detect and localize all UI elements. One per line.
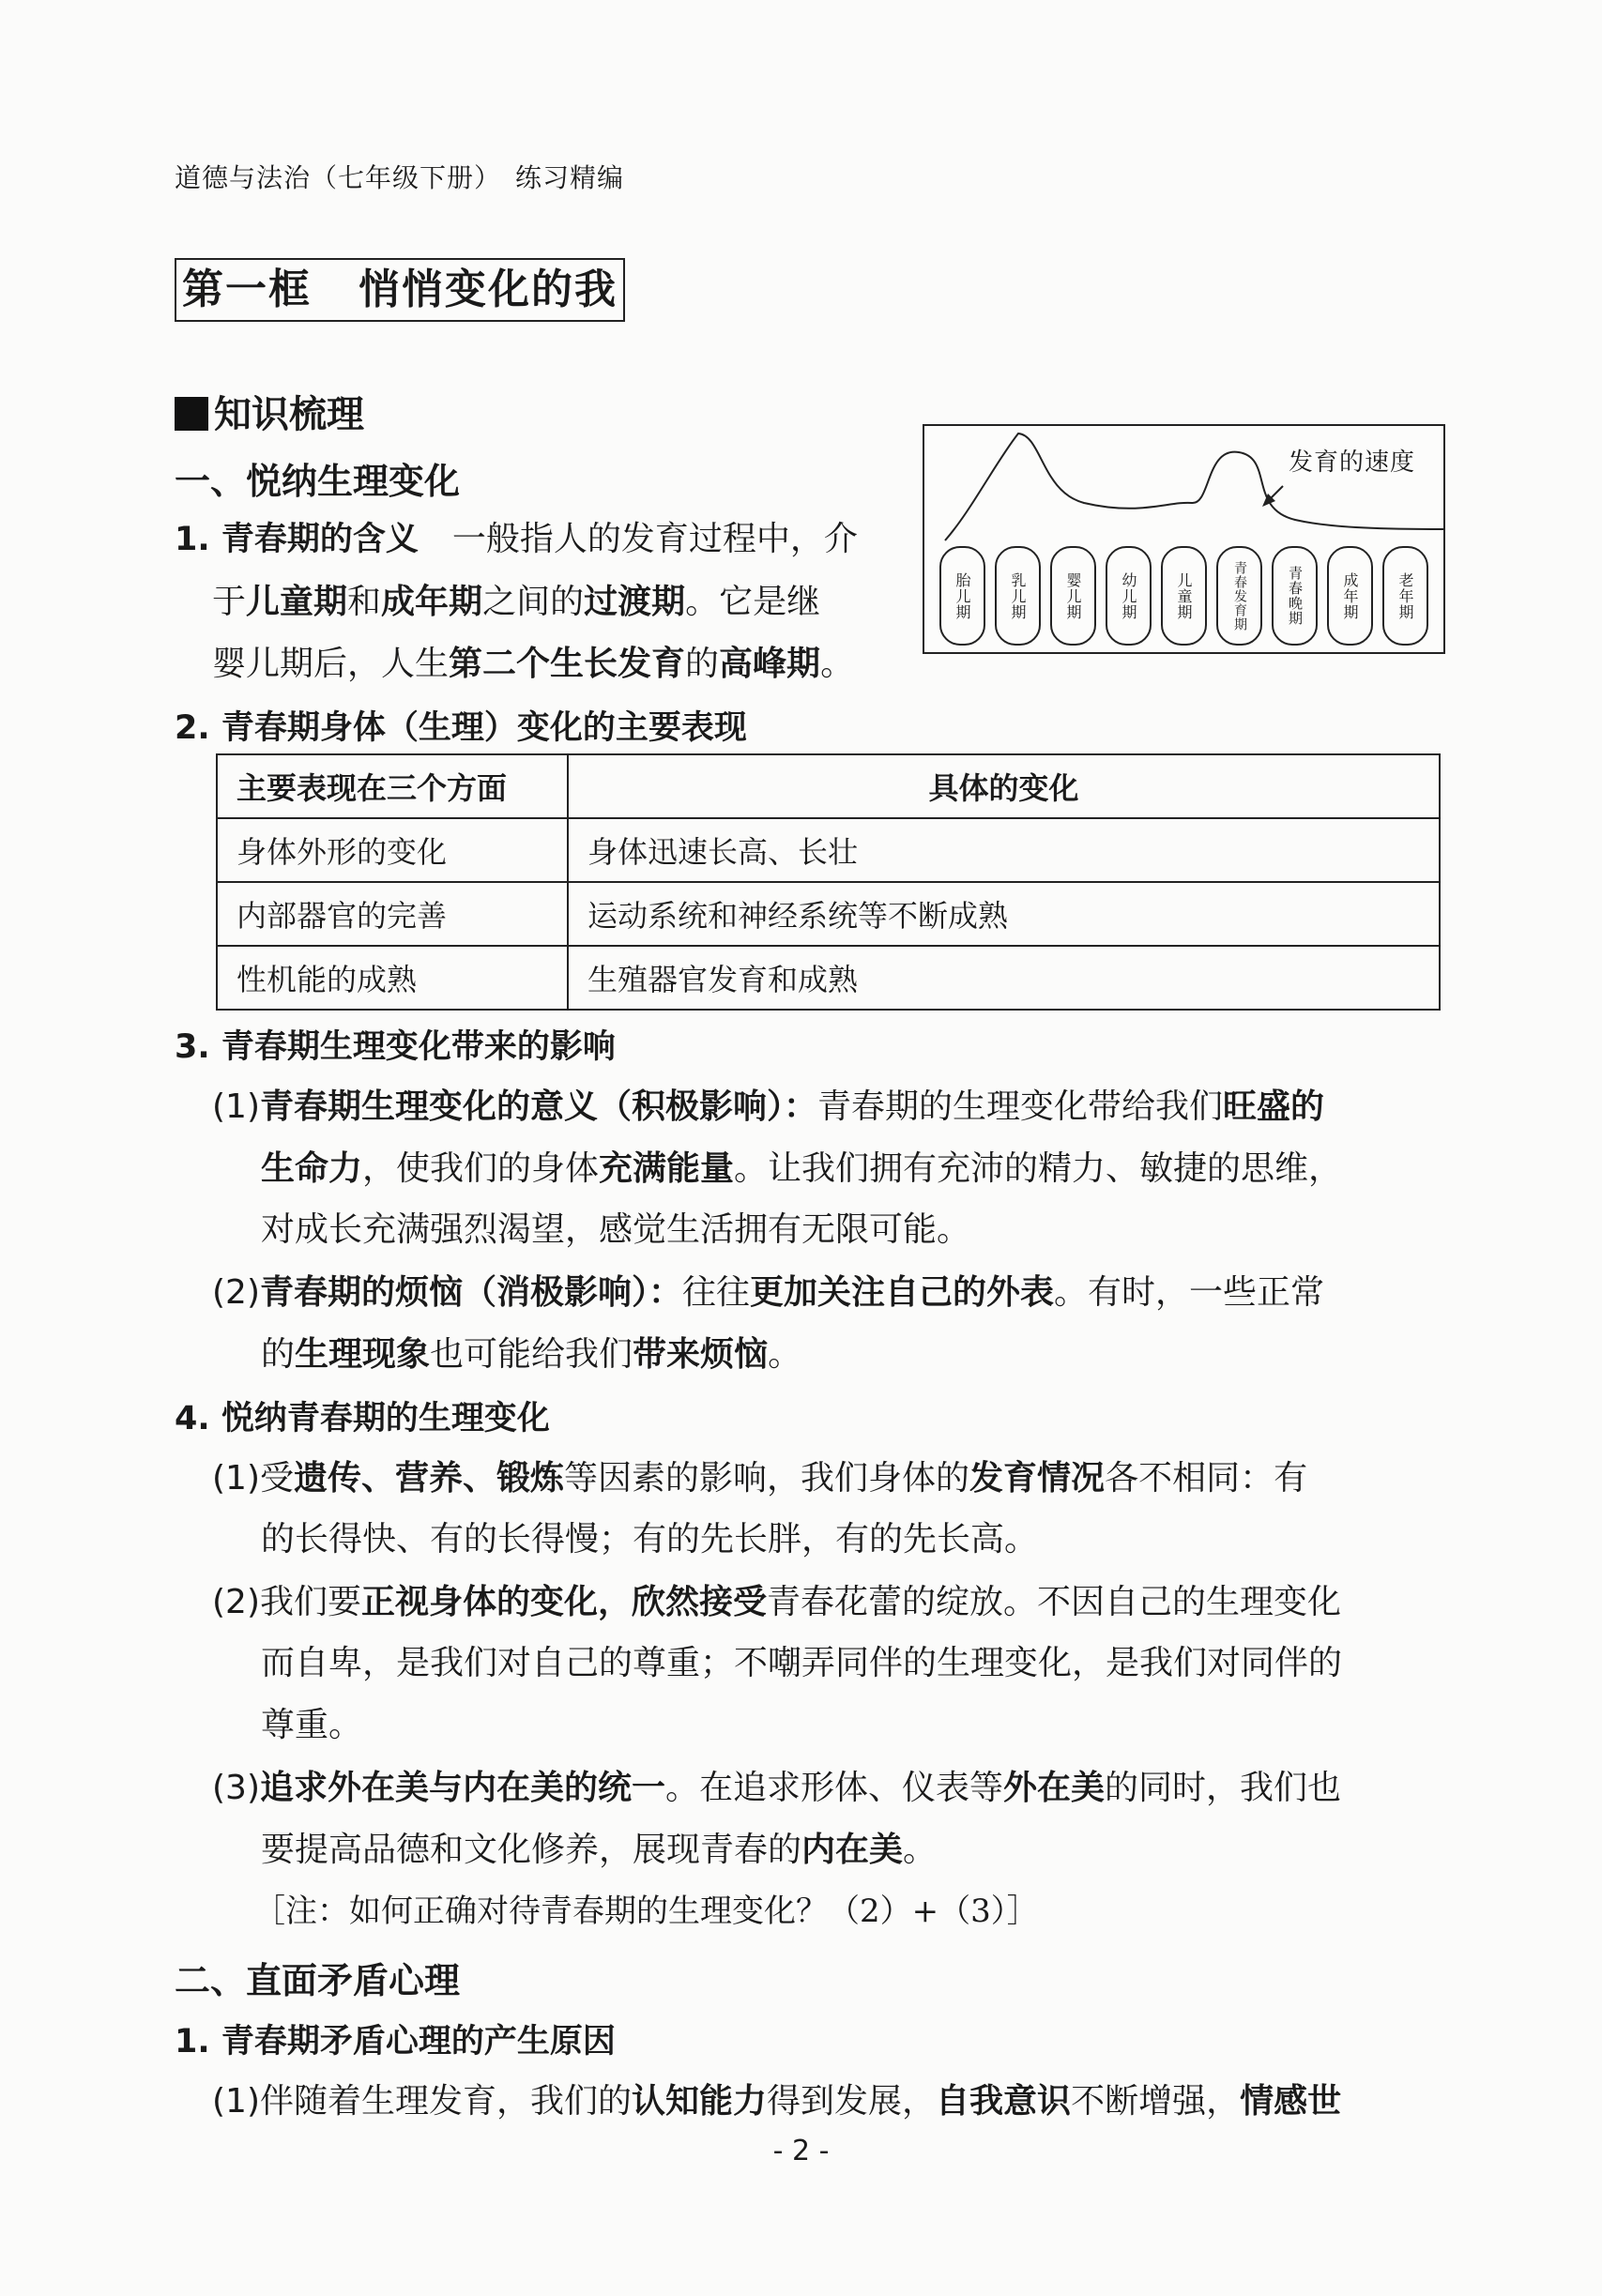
item4-s3-line2: 要提高品德和文化修养，展现青春的内在美。	[261, 1830, 938, 1869]
stage-pill: 青春发育期	[1216, 546, 1262, 646]
table-header: 主要表现在三个方面	[217, 754, 568, 818]
speed-label: 发育的速度	[1289, 449, 1416, 477]
stage-pill: 老年期	[1382, 546, 1428, 646]
item1-line1: 1. 青春期的含义 一般指人的发育过程中，介	[175, 520, 858, 558]
growth-speed-diagram	[923, 424, 1445, 654]
item3-heading: 3. 青春期生理变化带来的影响	[175, 1028, 616, 1066]
table-cell: 身体迅速长高、长壮	[568, 818, 1440, 882]
item3-s2-line2: 的生理现象也可能给我们带来烦恼。	[261, 1334, 802, 1374]
item2-heading: 2. 青春期身体（生理）变化的主要表现	[175, 709, 747, 747]
item4-s2-line3: 尊重。	[261, 1706, 363, 1744]
item4-s2-line2: 而自卑，是我们对自己的尊重；不嘲弄同伴的生理变化，是我们对同伴的	[261, 1644, 1343, 1682]
table-cell: 性机能的成熟	[217, 946, 568, 1010]
stage-pill: 乳儿期	[995, 546, 1041, 646]
stage-pill: 幼儿期	[1106, 546, 1152, 646]
part2-item1-s1-line1: (1)伴随着生理发育，我们的认知能力得到发展，自我意识不断增强，情感世	[212, 2081, 1342, 2121]
item1-line3: 婴儿期后，人生第二个生长发育的高峰期。	[212, 644, 855, 683]
stage-pill: 胎儿期	[939, 546, 985, 646]
table-cell: 生殖器官发育和成熟	[568, 946, 1440, 1010]
part2-item1-heading: 1. 青春期矛盾心理的产生原因	[175, 2023, 616, 2060]
table-cell: 身体外形的变化	[217, 818, 568, 882]
table-cell: 运动系统和神经系统等不断成熟	[568, 882, 1440, 946]
frame-prefix: 第一框	[182, 266, 312, 313]
item4-heading: 4. 悦纳青春期的生理变化	[175, 1400, 550, 1437]
page-number: - 2 -	[772, 2135, 830, 2167]
table-row	[217, 818, 1440, 882]
changes-table	[216, 753, 1441, 1011]
table-header: 具体的变化	[568, 754, 1440, 818]
black-square-icon	[175, 397, 208, 431]
frame-title	[175, 258, 625, 322]
item3-s1-line3: 对成长充满强烈渴望，感觉生活拥有无限可能。	[261, 1210, 971, 1249]
table-row	[217, 946, 1440, 1010]
item4-s1-line1: (1)受遗传、营养、锻炼等因素的影响，我们身体的发育情况各不相同：有	[212, 1458, 1308, 1498]
item3-s2-line1: (2)青春期的烦恼（消极影响）：往往更加关注自己的外表。有时，一些正常	[212, 1272, 1325, 1312]
stage-pill: 成年期	[1327, 546, 1373, 646]
table-header-row	[217, 754, 1440, 818]
item3-s1-line2: 生命力，使我们的身体充满能量。让我们拥有充沛的精力、敏捷的思维，	[261, 1148, 1343, 1188]
item4-note: ［注：如何正确对待青春期的生理变化？（2）+（3）］	[253, 1893, 1039, 1930]
item4-s3-line1: (3)追求外在美与内在美的统一。在追求形体、仪表等外在美的同时，我们也	[212, 1768, 1342, 1807]
stage-pill: 青春晚期	[1272, 546, 1318, 646]
table-cell: 内部器官的完善	[217, 882, 568, 946]
item1-line2: 于儿童期和成年期之间的过渡期。它是继	[212, 582, 821, 621]
section-title: 知识梳理	[175, 385, 364, 438]
item4-s2-line1: (2)我们要正视身体的变化，欣然接受青春花蕾的绽放。不因自己的生理变化	[212, 1582, 1342, 1621]
item4-s1-line2: 的长得快、有的长得慢；有的先长胖，有的先长高。	[261, 1520, 1039, 1559]
part2-heading: 二、直面矛盾心理	[175, 1960, 461, 2001]
part1-heading: 一、悦纳生理变化	[175, 461, 461, 502]
table-row	[217, 882, 1440, 946]
book-header: 道德与法治（七年级下册） 练习精编	[175, 162, 625, 193]
item3-s1-line1: (1)青春期生理变化的意义（积极影响）：青春期的生理变化带给我们旺盛的	[212, 1087, 1325, 1126]
frame-title-text: 悄悄变化的我	[359, 266, 618, 313]
stage-pill: 儿童期	[1161, 546, 1207, 646]
stage-pill: 婴儿期	[1050, 546, 1096, 646]
